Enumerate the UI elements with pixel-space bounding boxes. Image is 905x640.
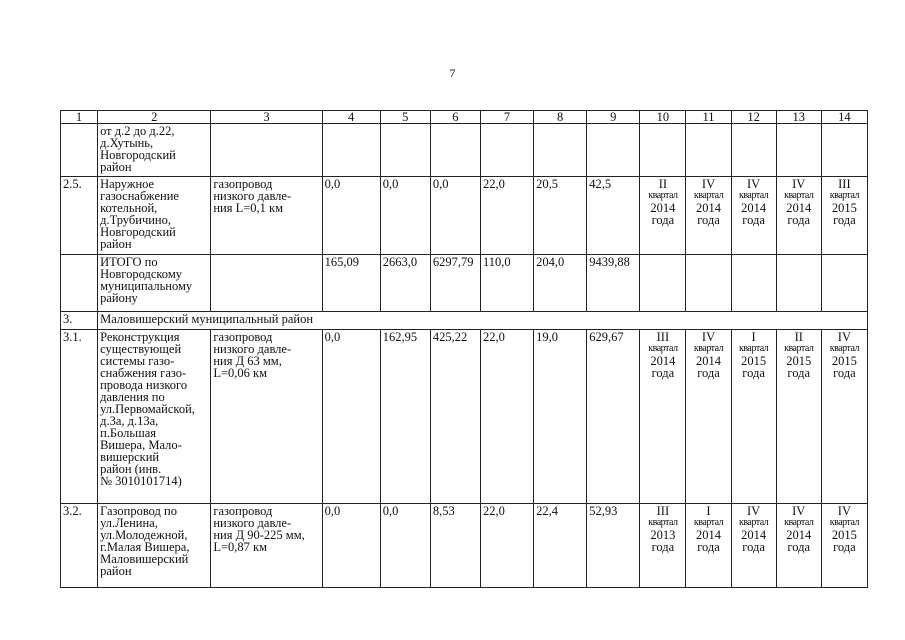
quarter-cell — [686, 504, 731, 588]
quarter-cell — [821, 177, 867, 255]
quarter-line: 2015 — [831, 201, 857, 215]
row-number-cell — [61, 255, 98, 312]
quarter-line: I — [751, 330, 756, 344]
object-name-line: муниципальному — [100, 279, 193, 293]
quarter-line: 2014 — [650, 201, 676, 215]
value-cell: 0,0 — [380, 177, 430, 255]
quarter-cell — [776, 504, 821, 588]
table-row — [61, 177, 868, 255]
object-name-cell — [98, 255, 211, 312]
object-name-cell — [98, 330, 211, 504]
value-cell: 22,0 — [480, 177, 533, 255]
row-number-cell: 3. — [61, 312, 98, 330]
quarter-cell — [776, 330, 821, 504]
quarter-line: года — [697, 213, 720, 227]
spec-line: низкого давле- — [213, 189, 292, 203]
value-cell: 162,95 — [380, 330, 430, 504]
quarter-line: 2015 — [831, 528, 857, 542]
value-cell: 42,5 — [587, 177, 640, 255]
quarter-cell — [776, 124, 821, 177]
spec-line: ния Д 90-225 мм, — [213, 528, 305, 542]
object-name-cell — [98, 124, 211, 177]
quarter-line: квартал — [784, 343, 814, 354]
quarter-cell — [731, 177, 776, 255]
value-cell — [380, 124, 430, 177]
value-cell: 204,0 — [534, 255, 587, 312]
quarter-line: квартал — [738, 190, 769, 201]
object-name-line: снабжения газо- — [100, 366, 187, 380]
quarter-cell — [731, 330, 776, 504]
object-name-line: от д.2 до д.22, — [100, 124, 175, 138]
quarter-cell — [686, 177, 731, 255]
column-header: 8 — [534, 111, 587, 124]
quarter-line: квартал — [829, 343, 860, 354]
object-name-line: Вишера, Мало- — [100, 438, 182, 452]
quarter-line: года — [697, 540, 720, 554]
row-number-cell: 3.2. — [61, 504, 98, 588]
quarter-line: года — [787, 366, 811, 380]
quarter-line: года — [651, 366, 675, 380]
value-cell: 110,0 — [480, 255, 533, 312]
object-name-line: п.Большая — [100, 426, 157, 440]
spec-cell — [211, 124, 322, 177]
spec-cell — [211, 255, 322, 312]
quarter-line: квартал — [648, 517, 678, 528]
quarter-cell — [821, 330, 867, 504]
quarter-cell — [731, 504, 776, 588]
value-cell: 19,0 — [534, 330, 587, 504]
investment-table — [60, 110, 868, 588]
quarter-cell — [776, 255, 821, 312]
spec-cell — [211, 504, 322, 588]
quarter-line: года — [742, 366, 765, 380]
value-cell — [322, 124, 380, 177]
object-name-line: ИТОГО по — [100, 255, 158, 269]
object-name-line: газоснабжение — [100, 189, 179, 203]
quarter-line: года — [742, 213, 765, 227]
quarter-line: III — [656, 504, 670, 518]
quarter-line: года — [697, 366, 720, 380]
spec-line: L=0,06 км — [213, 366, 268, 380]
column-header: 1 — [61, 111, 98, 124]
quarter-line: III — [838, 177, 851, 191]
quarter-line: IV — [747, 504, 761, 518]
column-header: 13 — [776, 111, 821, 124]
column-header: 11 — [686, 111, 731, 124]
value-cell: 22,0 — [480, 504, 533, 588]
quarter-cell — [640, 124, 686, 177]
quarter-line: года — [742, 540, 765, 554]
quarter-line: квартал — [784, 517, 814, 528]
quarter-line: IV — [701, 177, 716, 191]
column-header: 6 — [430, 111, 480, 124]
quarter-line: года — [787, 540, 811, 554]
spec-line: ния Д 63 мм, — [213, 354, 282, 368]
object-name-line: котельной, — [100, 201, 158, 215]
object-name-line: д.Хутынь, — [100, 136, 154, 150]
column-header: 12 — [731, 111, 776, 124]
object-name-line: г.Малая Вишера, — [100, 540, 190, 554]
quarter-line: 2015 — [741, 354, 767, 368]
spec-line: газопровод — [213, 504, 273, 518]
value-cell: 425,22 — [430, 330, 480, 504]
column-header: 2 — [98, 111, 211, 124]
object-name-line: Новгородский — [100, 225, 176, 239]
table-row — [61, 124, 868, 177]
quarter-line: квартал — [648, 343, 678, 354]
object-name-line: существующей — [100, 342, 182, 356]
table-row — [61, 504, 868, 588]
column-header: 4 — [322, 111, 380, 124]
quarter-line: года — [833, 366, 856, 380]
quarter-line: 2014 — [696, 201, 721, 215]
quarter-line: квартал — [648, 190, 678, 201]
quarter-cell — [640, 504, 686, 588]
quarter-cell — [731, 124, 776, 177]
quarter-cell — [821, 504, 867, 588]
quarter-line: 2014 — [741, 201, 767, 215]
value-cell — [587, 124, 640, 177]
spec-line: ния L=0,1 км — [213, 201, 284, 215]
row-number-cell — [61, 124, 98, 177]
value-cell: 22,0 — [480, 330, 533, 504]
quarter-line: квартал — [829, 517, 860, 528]
quarter-line: года — [787, 213, 811, 227]
quarter-line: года — [833, 540, 856, 554]
object-name-line: ул.Первомайской, — [100, 402, 195, 416]
value-cell: 0,0 — [322, 177, 380, 255]
value-cell: 0,0 — [322, 504, 380, 588]
object-name-line: системы газо- — [100, 354, 175, 368]
quarter-cell — [821, 255, 867, 312]
object-name-line: район (инв. — [100, 462, 162, 476]
quarter-line: IV — [747, 177, 761, 191]
quarter-line: 2014 — [696, 354, 721, 368]
object-name-line: Маловишерский — [100, 552, 189, 566]
quarter-cell — [686, 255, 731, 312]
column-header: 9 — [587, 111, 640, 124]
quarter-cell — [640, 177, 686, 255]
column-header: 10 — [640, 111, 686, 124]
value-cell: 165,09 — [322, 255, 380, 312]
column-header: 14 — [821, 111, 867, 124]
quarter-line: IV — [792, 504, 806, 518]
spec-line: L=0,87 км — [213, 540, 268, 554]
quarter-line: года — [651, 213, 675, 227]
quarter-line: квартал — [738, 343, 769, 354]
value-cell: 9439,88 — [587, 255, 640, 312]
quarter-line: 2014 — [650, 354, 676, 368]
object-name-line: Новгородский — [100, 148, 176, 162]
quarter-line: IV — [837, 504, 851, 518]
table-body — [61, 111, 868, 588]
spec-line: низкого давле- — [213, 516, 292, 530]
value-cell — [534, 124, 587, 177]
object-name-line: район — [100, 237, 132, 251]
row-number-cell: 2.5. — [61, 177, 98, 255]
quarter-line: квартал — [829, 190, 860, 201]
quarter-line: 2014 — [696, 528, 721, 542]
object-name-line: ул.Молодежной, — [100, 528, 188, 542]
spec-line: газопровод — [213, 177, 273, 191]
object-name-cell — [98, 177, 211, 255]
object-name-cell — [98, 504, 211, 588]
quarter-line: квартал — [693, 190, 724, 201]
value-cell: 52,93 — [587, 504, 640, 588]
quarter-line: 2014 — [786, 201, 812, 215]
quarter-cell — [776, 177, 821, 255]
quarter-line: II — [658, 177, 668, 191]
value-cell: 2663,0 — [380, 255, 430, 312]
value-cell — [480, 124, 533, 177]
quarter-line: квартал — [693, 517, 724, 528]
value-cell: 0,0 — [380, 504, 430, 588]
value-cell: 20,5 — [534, 177, 587, 255]
value-cell: 8,53 — [430, 504, 480, 588]
quarter-line: квартал — [693, 343, 724, 354]
column-header: 7 — [480, 111, 533, 124]
column-header: 5 — [380, 111, 430, 124]
table-row — [61, 255, 868, 312]
quarter-line: III — [656, 330, 670, 344]
value-cell: 629,67 — [587, 330, 640, 504]
table-row — [61, 330, 868, 504]
object-name-line: ул.Ленина, — [100, 516, 158, 530]
quarter-line: 2013 — [650, 528, 676, 542]
quarter-cell — [686, 124, 731, 177]
quarter-line: IV — [701, 330, 716, 344]
value-cell: 0,0 — [430, 177, 480, 255]
spec-cell — [211, 177, 322, 255]
spec-line: низкого давле- — [213, 342, 292, 356]
object-name-line: давления по — [100, 390, 165, 404]
page-number: 7 — [449, 66, 456, 80]
row-number-cell: 3.1. — [61, 330, 98, 504]
value-cell: 22,4 — [534, 504, 587, 588]
object-name-line: д.Трубичино, — [100, 213, 171, 227]
object-name-line: вишерский — [100, 450, 160, 464]
quarter-cell — [686, 330, 731, 504]
spec-cell — [211, 330, 322, 504]
quarter-cell — [640, 330, 686, 504]
quarter-line: года — [651, 540, 675, 554]
object-name-line: № 3010101714) — [100, 474, 182, 488]
spec-line: газопровод — [213, 330, 273, 344]
column-header: 3 — [211, 111, 322, 124]
value-cell — [430, 124, 480, 177]
object-name-line: району — [100, 291, 138, 305]
quarter-line: II — [794, 330, 803, 344]
object-name-line: район — [100, 564, 132, 578]
value-cell: 6297,79 — [430, 255, 480, 312]
quarter-line: 2015 — [831, 354, 857, 368]
quarter-line: года — [833, 213, 856, 227]
quarter-line: IV — [792, 177, 806, 191]
object-name-line: район — [100, 160, 132, 174]
object-name-line: провода низкого — [100, 378, 188, 392]
quarter-cell — [640, 255, 686, 312]
object-name-line: Новгородскому — [100, 267, 182, 281]
quarter-line: квартал — [784, 190, 814, 201]
quarter-line: I — [706, 504, 711, 518]
value-cell: 0,0 — [322, 330, 380, 504]
district-title-cell: Маловишерский муниципальный район — [98, 312, 868, 330]
district-row — [61, 312, 868, 330]
quarter-cell — [731, 255, 776, 312]
quarter-line: 2015 — [786, 354, 812, 368]
object-name-line: Реконструкция — [100, 330, 180, 344]
object-name-line: Наружное — [100, 177, 155, 191]
column-number-header — [61, 111, 868, 124]
quarter-cell — [821, 124, 867, 177]
quarter-line: 2014 — [741, 528, 767, 542]
quarter-line: 2014 — [786, 528, 812, 542]
object-name-line: Газопровод по — [100, 504, 177, 518]
object-name-line: д.3а, д.13а, — [100, 414, 159, 428]
quarter-line: IV — [837, 330, 851, 344]
quarter-line: квартал — [738, 517, 769, 528]
